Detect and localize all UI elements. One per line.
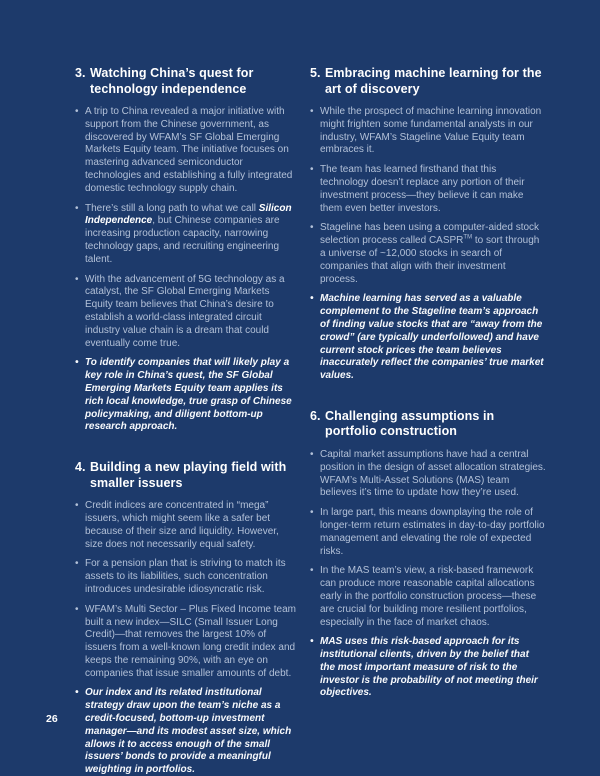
- run-text: Credit indices are concentrated in “mega” issuers, which might seem like a safer bet because of their size and liquidity. However, size does not necessarily equal safety.: [85, 500, 279, 550]
- bullet-icon: •: [75, 357, 79, 369]
- bullet-text: [85, 106, 299, 196]
- bullet-text: [320, 164, 546, 215]
- run-text: MAS uses this risk-based approach for its institutional clients, driven by the belief that the most important measure of risk to the investor is the probability of not meeting their objectives.: [320, 636, 538, 699]
- bullet-icon: •: [75, 500, 79, 512]
- bullet-text: [85, 357, 299, 434]
- bullet-text: [85, 687, 299, 776]
- page-number: 26: [46, 713, 58, 725]
- run-text: While the prospect of machine learning innovation might frighten some fundamental analysts in our industry, WFAM’s Stageline Value Equity team embraces it.: [320, 106, 542, 156]
- bullet-item: [75, 558, 299, 596]
- section-title: Challenging assumptions in portfolio construction: [325, 408, 495, 439]
- bullet-icon: •: [75, 106, 79, 117]
- section-number: 5.: [310, 66, 321, 80]
- run-text: Our index and its related institutional strategy draw upon the team’s niche as a credit-focused, bottom-up investment manager—and its modest asset size, which allows it to access enough of the small issuers’ bonds to provide a meaningful weighting in portfolios.: [85, 687, 292, 776]
- run-text: WFAM’s Multi Sector – Plus Fixed Income team built a new index—SILC (Small Issuer Long Credit)—that removes the largest 10% of issuers from a well-known long credit index and keeps the remaining 90%, with an eye on companies that issue smaller amounts of debt.: [85, 603, 296, 679]
- bullet-icon: •: [310, 636, 314, 648]
- section-title: Embracing machine learning for the art of discovery: [325, 66, 542, 96]
- emphasized-text: Silicon Independence: [85, 202, 292, 227]
- bullet-text: [85, 604, 299, 681]
- bullet-item: [310, 449, 546, 500]
- bullet-item: [75, 357, 299, 434]
- bullet-item: [310, 164, 546, 215]
- run-text: For a pension plan that is striving to match its assets to its liabilities, such concentration introduces undesirable idiosyncratic risk.: [85, 558, 286, 595]
- run-text: Machine learning has served as a valuable complement to the Stageline team’s approach of finding value stocks that are “away from the crowd” (are typically underfollowed) and have current stock prices the team believes inaccurately reflect the companies’ true market values.: [320, 293, 544, 382]
- bullet-text: [320, 293, 546, 383]
- run-text: To identify companies that will likely play a key role in China’s quest, the SF Global Emerging Markets Equity team applies its rich local knowledge, true grasp of Chinese policymaking, and diligent bottom-up research approach.: [85, 357, 292, 433]
- bullet-icon: •: [310, 448, 314, 460]
- bullet-item: [310, 565, 546, 629]
- bullet-text: [85, 203, 299, 267]
- section-heading: [75, 66, 299, 97]
- bullet-icon: •: [75, 558, 79, 570]
- bullet-item: [310, 106, 546, 157]
- section-number: 4.: [75, 460, 86, 475]
- run-text: , but Chinese companies are increasing production capacity, narrowing technology gaps, and recruiting engineering talent.: [85, 215, 280, 265]
- run-text: The team has learned firsthand that this technology doesn’t replace any portion of their investment process—they believe it can make them even better investors.: [320, 164, 525, 214]
- bullet-item: [75, 687, 299, 776]
- bullet-icon: •: [310, 222, 314, 234]
- bullet-icon: •: [75, 603, 79, 615]
- bullet-icon: •: [310, 106, 314, 117]
- right-column: [310, 66, 546, 707]
- bullet-icon: •: [75, 687, 79, 699]
- bullet-item: [310, 222, 546, 286]
- bullet-text: [320, 222, 546, 286]
- bullet-icon: •: [310, 293, 314, 305]
- bullet-item: [75, 203, 299, 267]
- run-text: A trip to China revealed a major initiative with support from the Chinese government, as discovered by WFAM’s SF Global Emerging Markets Equity team. The initiative focuses on mastering advanced semiconductor technologies and establishing a fully integrated domestic technology supply chain.: [85, 106, 293, 194]
- section-number: 3.: [75, 66, 86, 80]
- bullet-item: [75, 106, 299, 196]
- bullet-item: [75, 274, 299, 351]
- section-3: [75, 66, 299, 434]
- bullet-item: [310, 293, 546, 383]
- section-title: Building a new playing field with smaller issuers: [90, 460, 287, 490]
- bullet-icon: •: [75, 273, 79, 285]
- bullet-icon: •: [310, 164, 314, 176]
- bullet-icon: •: [310, 565, 314, 577]
- trademark-superscript: TM: [463, 234, 473, 241]
- bullet-text: [85, 558, 299, 596]
- run-text: With the advancement of 5G technology as a catalyst, the SF Global Emerging Markets Equity team believes that China’s desire to establish a world-class integrated circuit industry value chain is a dream that could eventually come true.: [85, 273, 285, 349]
- bullet-text: [85, 500, 299, 551]
- section-5: [310, 66, 546, 383]
- run-text: In large part, this means downplaying the role of longer-term return estimates in day-to-day portfolio management and elevating the role of expected risks.: [320, 507, 545, 557]
- run-text: In the MAS team’s view, a risk-based framework can produce more reasonable capital allocations early in the portfolio construction process—these are crucial for building more resilient portfolios, especially in the face of market chaos.: [320, 565, 537, 628]
- section-heading: [310, 66, 546, 97]
- run-text: to sort through a universe of ~12,000 stocks in search of companies that align with their investment process.: [320, 235, 540, 285]
- bullet-text: [320, 636, 546, 700]
- left-column: [75, 66, 299, 776]
- run-text: Capital market assumptions have had a central position in the design of asset allocation strategies. WFAM’s Multi-Asset Solutions (MAS) team believes it’s time to update how they’re used.: [320, 448, 546, 499]
- bullet-icon: •: [75, 202, 79, 214]
- run-text: There’s still a long path to what we call: [85, 202, 259, 214]
- section-heading: [75, 460, 299, 491]
- bullet-text: [320, 565, 546, 629]
- bullet-icon: •: [310, 507, 314, 519]
- bullet-item: [75, 604, 299, 681]
- section-4: [75, 460, 299, 776]
- bullet-text: [320, 106, 546, 157]
- bullet-item: [310, 636, 546, 700]
- section-heading: [310, 409, 546, 440]
- bullet-text: [320, 449, 546, 500]
- run-text: Stageline has been using a computer-aided stock selection process called CASPR: [320, 222, 540, 247]
- section-number: 6.: [310, 408, 321, 423]
- section-title: Watching China’s quest for technology independence: [90, 66, 254, 96]
- bullet-item: [310, 507, 546, 558]
- section-6: [310, 409, 546, 700]
- bullet-item: [75, 500, 299, 551]
- bullet-text: [320, 507, 546, 558]
- bullet-text: [85, 274, 299, 351]
